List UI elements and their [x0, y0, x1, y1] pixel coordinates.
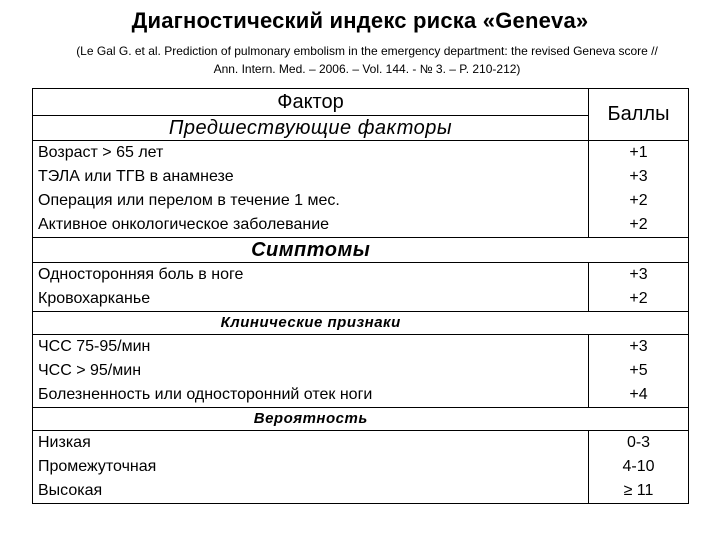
citation: [22, 42, 712, 78]
header-points: Баллы: [589, 89, 689, 141]
section-points-symptoms: [589, 263, 689, 312]
section-items-symptoms: [33, 263, 589, 312]
section-points-probability: [589, 431, 689, 504]
points-value: +4: [629, 386, 648, 403]
geneva-score-table: [32, 88, 689, 504]
list-item: ТЭЛА или ТГВ в анамнезе: [38, 168, 234, 185]
section-points-clinical-signs: [589, 335, 689, 408]
list-item: Односторонняя боль в ноге: [38, 266, 244, 283]
empty-cell: [589, 312, 689, 335]
list-item: Низкая: [38, 434, 91, 451]
empty-cell: [589, 408, 689, 431]
header-factor: Фактор: [33, 89, 589, 116]
points-value: ≥ 11: [623, 482, 654, 499]
section-items-probability: [33, 431, 589, 504]
list-item: Высокая: [38, 482, 103, 499]
section-items-prior-factors: [33, 141, 589, 238]
points-value: +2: [629, 290, 648, 307]
points-value: 4-10: [622, 458, 655, 475]
points-value: +3: [629, 338, 648, 355]
citation-line-1: (Le Gal G. et al. Prediction of pulmonary embolism in the emergency department: the revised Geneva score //: [76, 44, 658, 58]
list-item: Промежуточная: [38, 458, 157, 475]
empty-cell: [589, 238, 689, 263]
points-value: +2: [629, 192, 648, 209]
section-items-clinical-signs: [33, 335, 589, 408]
list-item: ЧСС 75-95/мин: [38, 338, 151, 355]
list-item: ЧСС > 95/мин: [38, 362, 142, 379]
points-value: +1: [629, 144, 648, 161]
page-title: Диагностический индекс риска «Geneva»: [131, 8, 589, 33]
list-item: Операция или перелом в течение 1 мес.: [38, 192, 340, 209]
section-points-prior-factors: [589, 141, 689, 238]
section-heading-clinical-signs: Клинические признаки: [33, 312, 589, 335]
points-value: 0-3: [626, 434, 651, 451]
list-item: Возраст > 65 лет: [38, 144, 164, 161]
points-value: +3: [629, 168, 648, 185]
section-heading-prior-factors: Предшествующие факторы: [33, 116, 589, 141]
citation-line-2: Ann. Intern. Med. – 2006. – Vol. 144. - № 3. – P. 210-212): [213, 62, 521, 76]
list-item: Болезненность или односторонний отек ноги: [38, 386, 373, 403]
points-value: +2: [629, 216, 648, 233]
section-heading-symptoms: Симптомы: [33, 238, 589, 263]
points-value: +3: [629, 266, 648, 283]
list-item: Активное онкологическое заболевание: [38, 216, 330, 233]
section-heading-probability: Вероятность: [33, 408, 589, 431]
points-value: +5: [629, 362, 648, 379]
list-item: Кровохарканье: [38, 290, 151, 307]
